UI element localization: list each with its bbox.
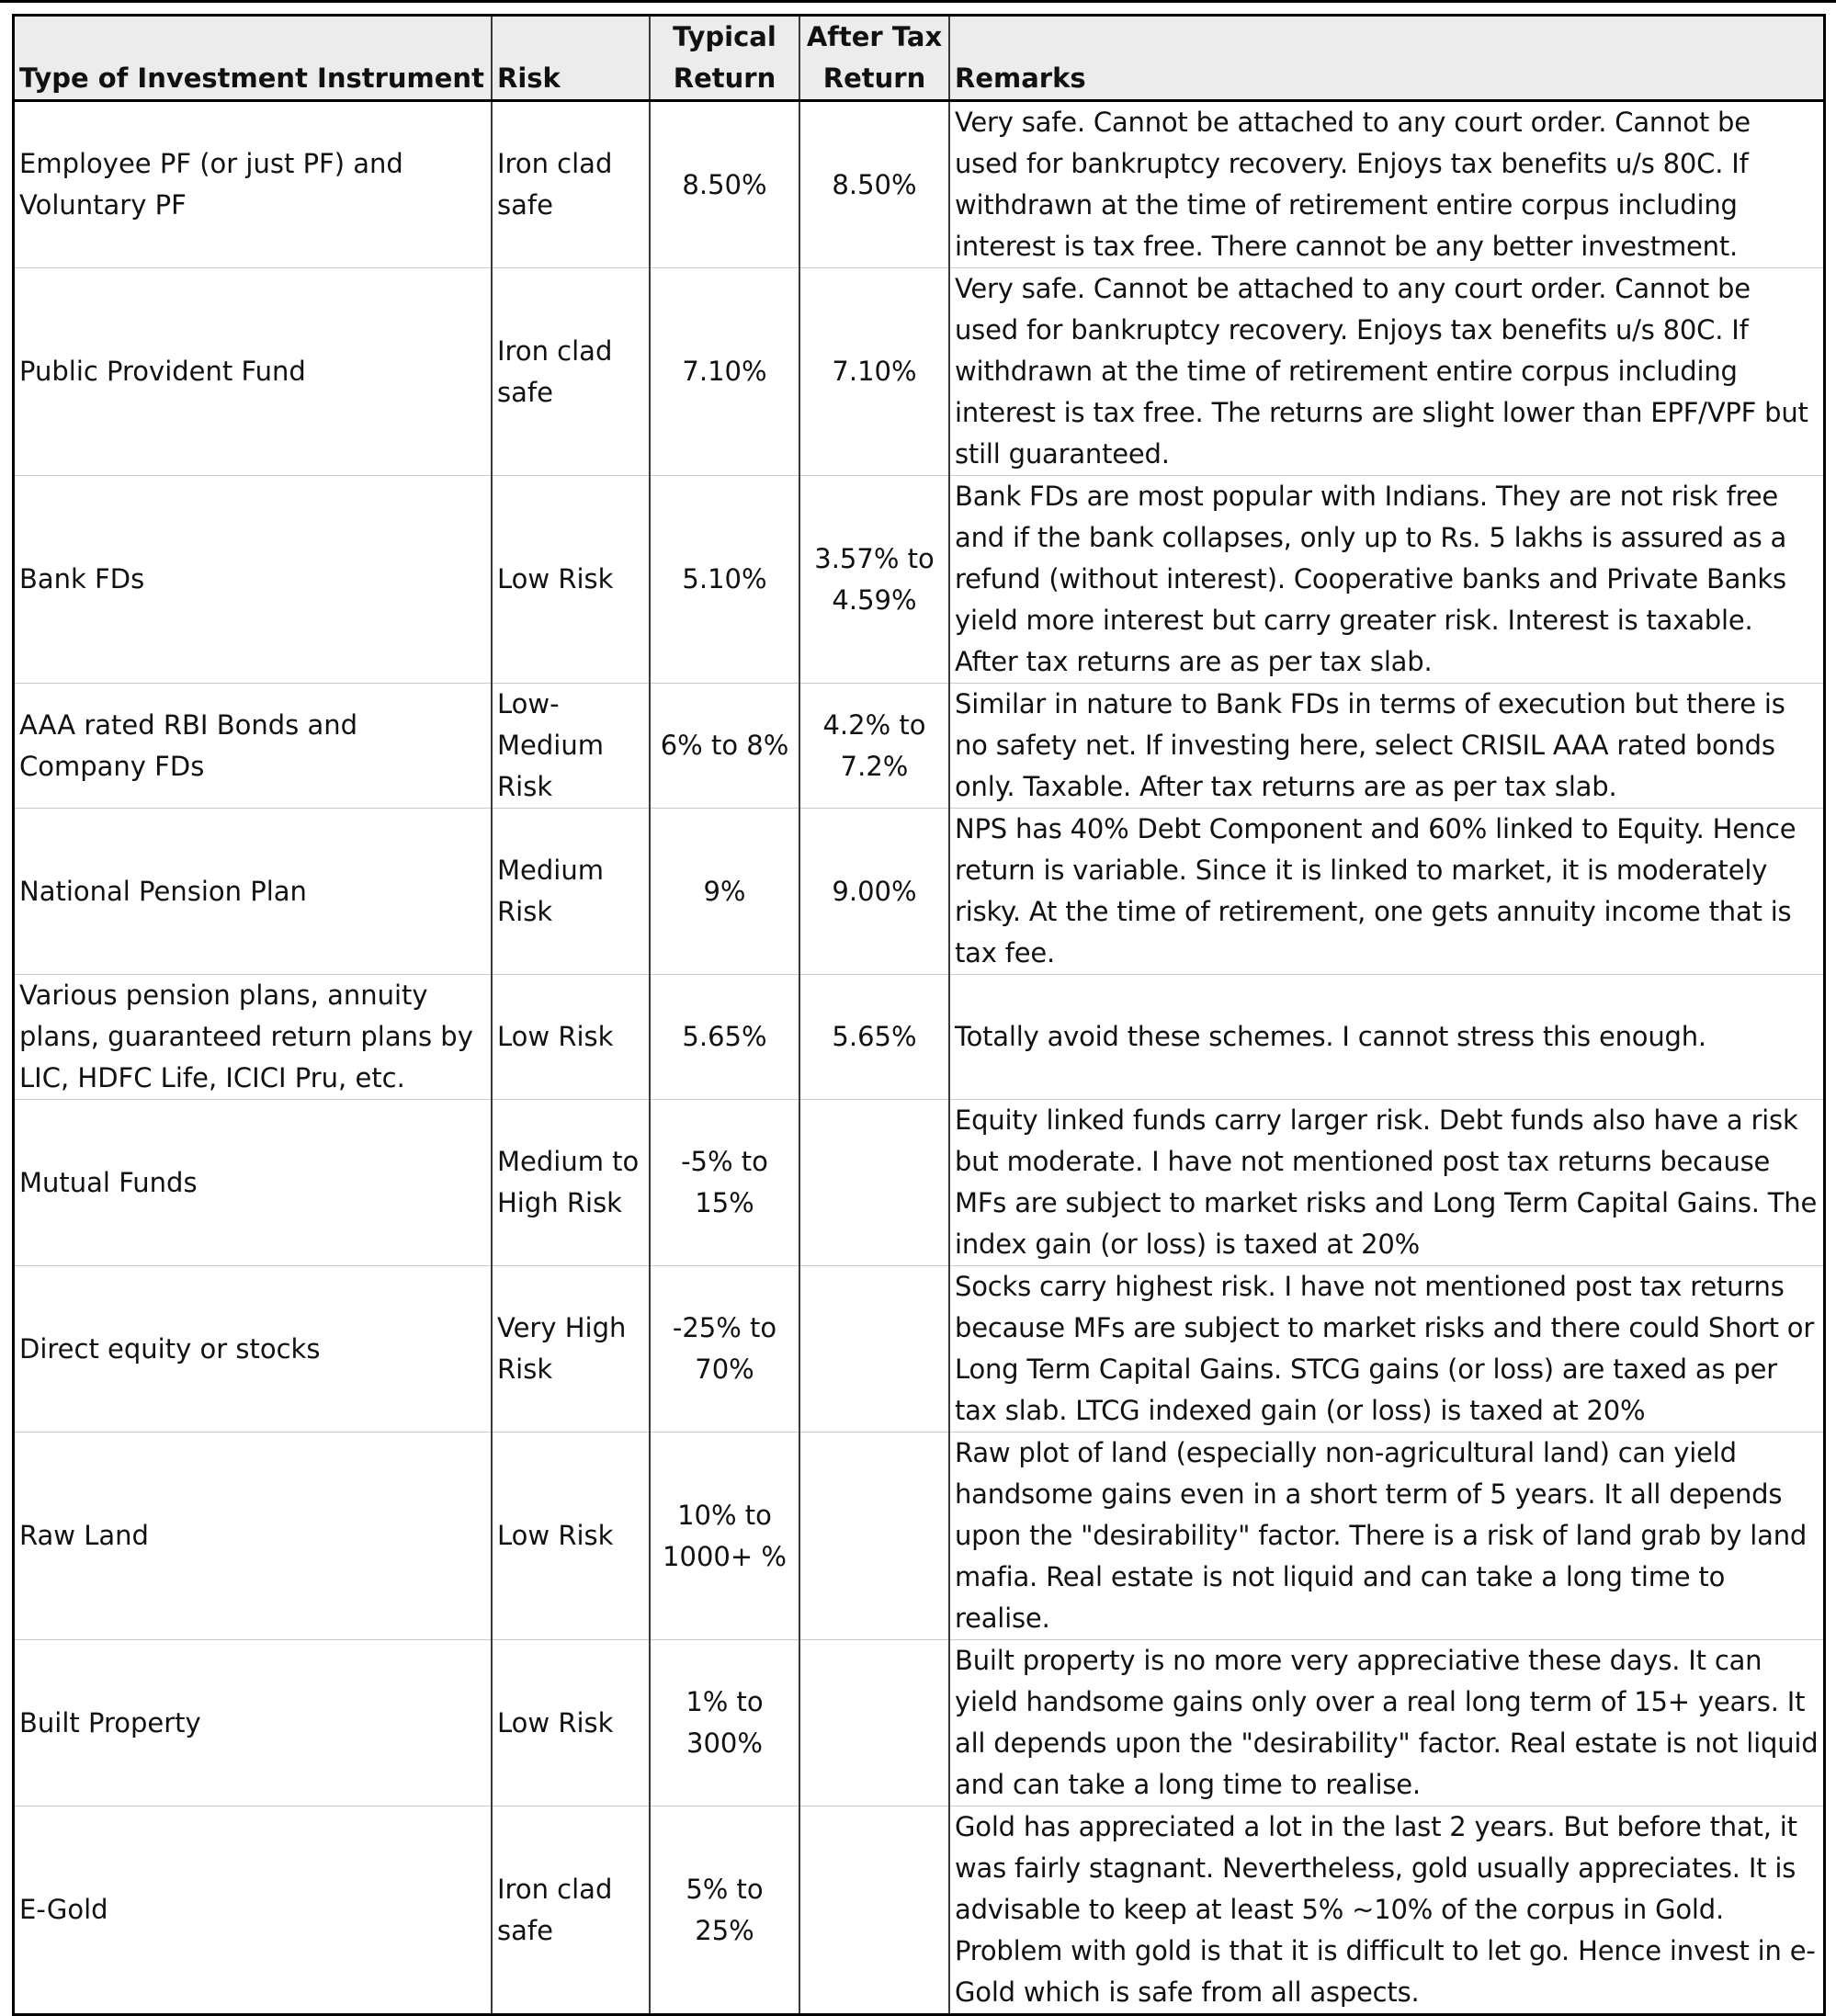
header-typical-return: Typical Return xyxy=(650,16,799,101)
cell-typical-return: 5.65% xyxy=(650,975,799,1100)
table-row xyxy=(14,268,1825,476)
cell-remarks: Very safe. Cannot be attached to any court order. Cannot be used for bankruptcy recovery. Enjoys tax benefits u/s 80C. If withdrawn at the time of retirement entire corpus including interest is tax free. The returns are slight lower than EPF/VPF but still guaranteed. xyxy=(949,268,1825,476)
cell-type: Various pension plans, annuity plans, guaranteed return plans by LIC, HDFC Life, ICICI Pru, etc. xyxy=(14,975,493,1100)
cell-after-tax-return xyxy=(799,1266,949,1433)
cell-risk: Low Risk xyxy=(492,1640,650,1806)
cell-typical-return: -5% to 15% xyxy=(650,1100,799,1266)
cell-risk: Medium Risk xyxy=(492,809,650,975)
cell-remarks: Socks carry highest risk. I have not mentioned post tax returns because MFs are subject to market risks and there could Short or Long Term Capital Gains. STCG gains (or loss) are taxed as per tax slab. LTCG indexed gain (or loss) is taxed at 20% xyxy=(949,1266,1825,1433)
cell-risk: Very High Risk xyxy=(492,1266,650,1433)
cell-type: Employee PF (or just PF) and Voluntary PF xyxy=(14,101,493,268)
table-row xyxy=(14,1433,1825,1640)
top-border-line xyxy=(0,0,1836,3)
cell-after-tax-return xyxy=(799,1433,949,1640)
cell-typical-return: 5% to 25% xyxy=(650,1806,799,2015)
table-row xyxy=(14,1100,1825,1266)
cell-remarks: Raw plot of land (especially non-agricultural land) can yield handsome gains even in a short term of 5 years. It all depends upon the "desirability" factor. There is a risk of land grab by land mafia. Real estate is not liquid and can take a long time to realise. xyxy=(949,1433,1825,1640)
cell-typical-return: 1% to 300% xyxy=(650,1640,799,1806)
cell-typical-return: 5.10% xyxy=(650,476,799,684)
cell-typical-return: 8.50% xyxy=(650,101,799,268)
table-row xyxy=(14,476,1825,684)
cell-risk: Medium to High Risk xyxy=(492,1100,650,1266)
cell-type: Built Property xyxy=(14,1640,493,1806)
table-row xyxy=(14,1640,1825,1806)
cell-after-tax-return: 8.50% xyxy=(799,101,949,268)
table-row xyxy=(14,975,1825,1100)
cell-typical-return: 10% to 1000+ % xyxy=(650,1433,799,1640)
cell-remarks: Totally avoid these schemes. I cannot stress this enough. xyxy=(949,975,1825,1100)
cell-risk: Low Risk xyxy=(492,476,650,684)
cell-after-tax-return: 7.10% xyxy=(799,268,949,476)
cell-type: National Pension Plan xyxy=(14,809,493,975)
cell-after-tax-return: 9.00% xyxy=(799,809,949,975)
investment-table xyxy=(12,14,1826,2016)
cell-type: Direct equity or stocks xyxy=(14,1266,493,1433)
cell-risk: Low-Medium Risk xyxy=(492,684,650,809)
cell-typical-return: 7.10% xyxy=(650,268,799,476)
cell-after-tax-return: 5.65% xyxy=(799,975,949,1100)
cell-risk: Low Risk xyxy=(492,1433,650,1640)
cell-risk: Iron clad safe xyxy=(492,101,650,268)
cell-remarks: Very safe. Cannot be attached to any court order. Cannot be used for bankruptcy recovery. Enjoys tax benefits u/s 80C. If withdrawn at the time of retirement entire corpus including interest is tax free. There cannot be any better investment. xyxy=(949,101,1825,268)
table-row xyxy=(14,1806,1825,2015)
cell-after-tax-return xyxy=(799,1640,949,1806)
table-row xyxy=(14,684,1825,809)
cell-type: Bank FDs xyxy=(14,476,493,684)
table-row xyxy=(14,1266,1825,1433)
header-remarks: Remarks xyxy=(949,16,1825,101)
cell-type: Raw Land xyxy=(14,1433,493,1640)
cell-remarks: Built property is no more very appreciative these days. It can yield handsome gains only over a real long term of 15+ years. It all depends upon the "desirability" factor. Real estate is not liquid and can take a long time to realise. xyxy=(949,1640,1825,1806)
cell-remarks: Similar in nature to Bank FDs in terms of execution but there is no safety net. If investing here, select CRISIL AAA rated bonds only. Taxable. After tax returns are as per tax slab. xyxy=(949,684,1825,809)
cell-after-tax-return: 3.57% to 4.59% xyxy=(799,476,949,684)
cell-after-tax-return xyxy=(799,1100,949,1266)
cell-typical-return: 6% to 8% xyxy=(650,684,799,809)
cell-type: Public Provident Fund xyxy=(14,268,493,476)
cell-typical-return: 9% xyxy=(650,809,799,975)
cell-risk: Iron clad safe xyxy=(492,268,650,476)
cell-risk: Low Risk xyxy=(492,975,650,1100)
header-after-tax-return: After Tax Return xyxy=(799,16,949,101)
cell-after-tax-return xyxy=(799,1806,949,2015)
cell-remarks: NPS has 40% Debt Component and 60% linked to Equity. Hence return is variable. Since it is linked to market, it is moderately risky. At the time of retirement, one gets annuity income that is tax fee. xyxy=(949,809,1825,975)
cell-remarks: Bank FDs are most popular with Indians. They are not risk free and if the bank collapses, only up to Rs. 5 lakhs is assured as a refund (without interest). Cooperative banks and Private Banks yield more interest but carry greater risk. Interest is taxable. After tax returns are as per tax slab. xyxy=(949,476,1825,684)
cell-risk: Iron clad safe xyxy=(492,1806,650,2015)
table-row xyxy=(14,101,1825,268)
cell-type: AAA rated RBI Bonds and Company FDs xyxy=(14,684,493,809)
cell-remarks: Gold has appreciated a lot in the last 2 years. But before that, it was fairly stagnant. Nevertheless, gold usually appreciates. It is advisable to keep at least 5% ~10% of the corpus in Gold. Problem with gold is that it is difficult to let go. Hence invest in e-Gold which is safe from all aspects. xyxy=(949,1806,1825,2015)
table-row xyxy=(14,809,1825,975)
header-row xyxy=(14,16,1825,101)
cell-type: Mutual Funds xyxy=(14,1100,493,1266)
cell-typical-return: -25% to 70% xyxy=(650,1266,799,1433)
cell-after-tax-return: 4.2% to 7.2% xyxy=(799,684,949,809)
header-risk: Risk xyxy=(492,16,650,101)
cell-type: E-Gold xyxy=(14,1806,493,2015)
header-type: Type of Investment Instrument xyxy=(14,16,493,101)
cell-remarks: Equity linked funds carry larger risk. Debt funds also have a risk but moderate. I have not mentioned post tax returns because MFs are subject to market risks and Long Term Capital Gains. The index gain (or loss) is taxed at 20% xyxy=(949,1100,1825,1266)
